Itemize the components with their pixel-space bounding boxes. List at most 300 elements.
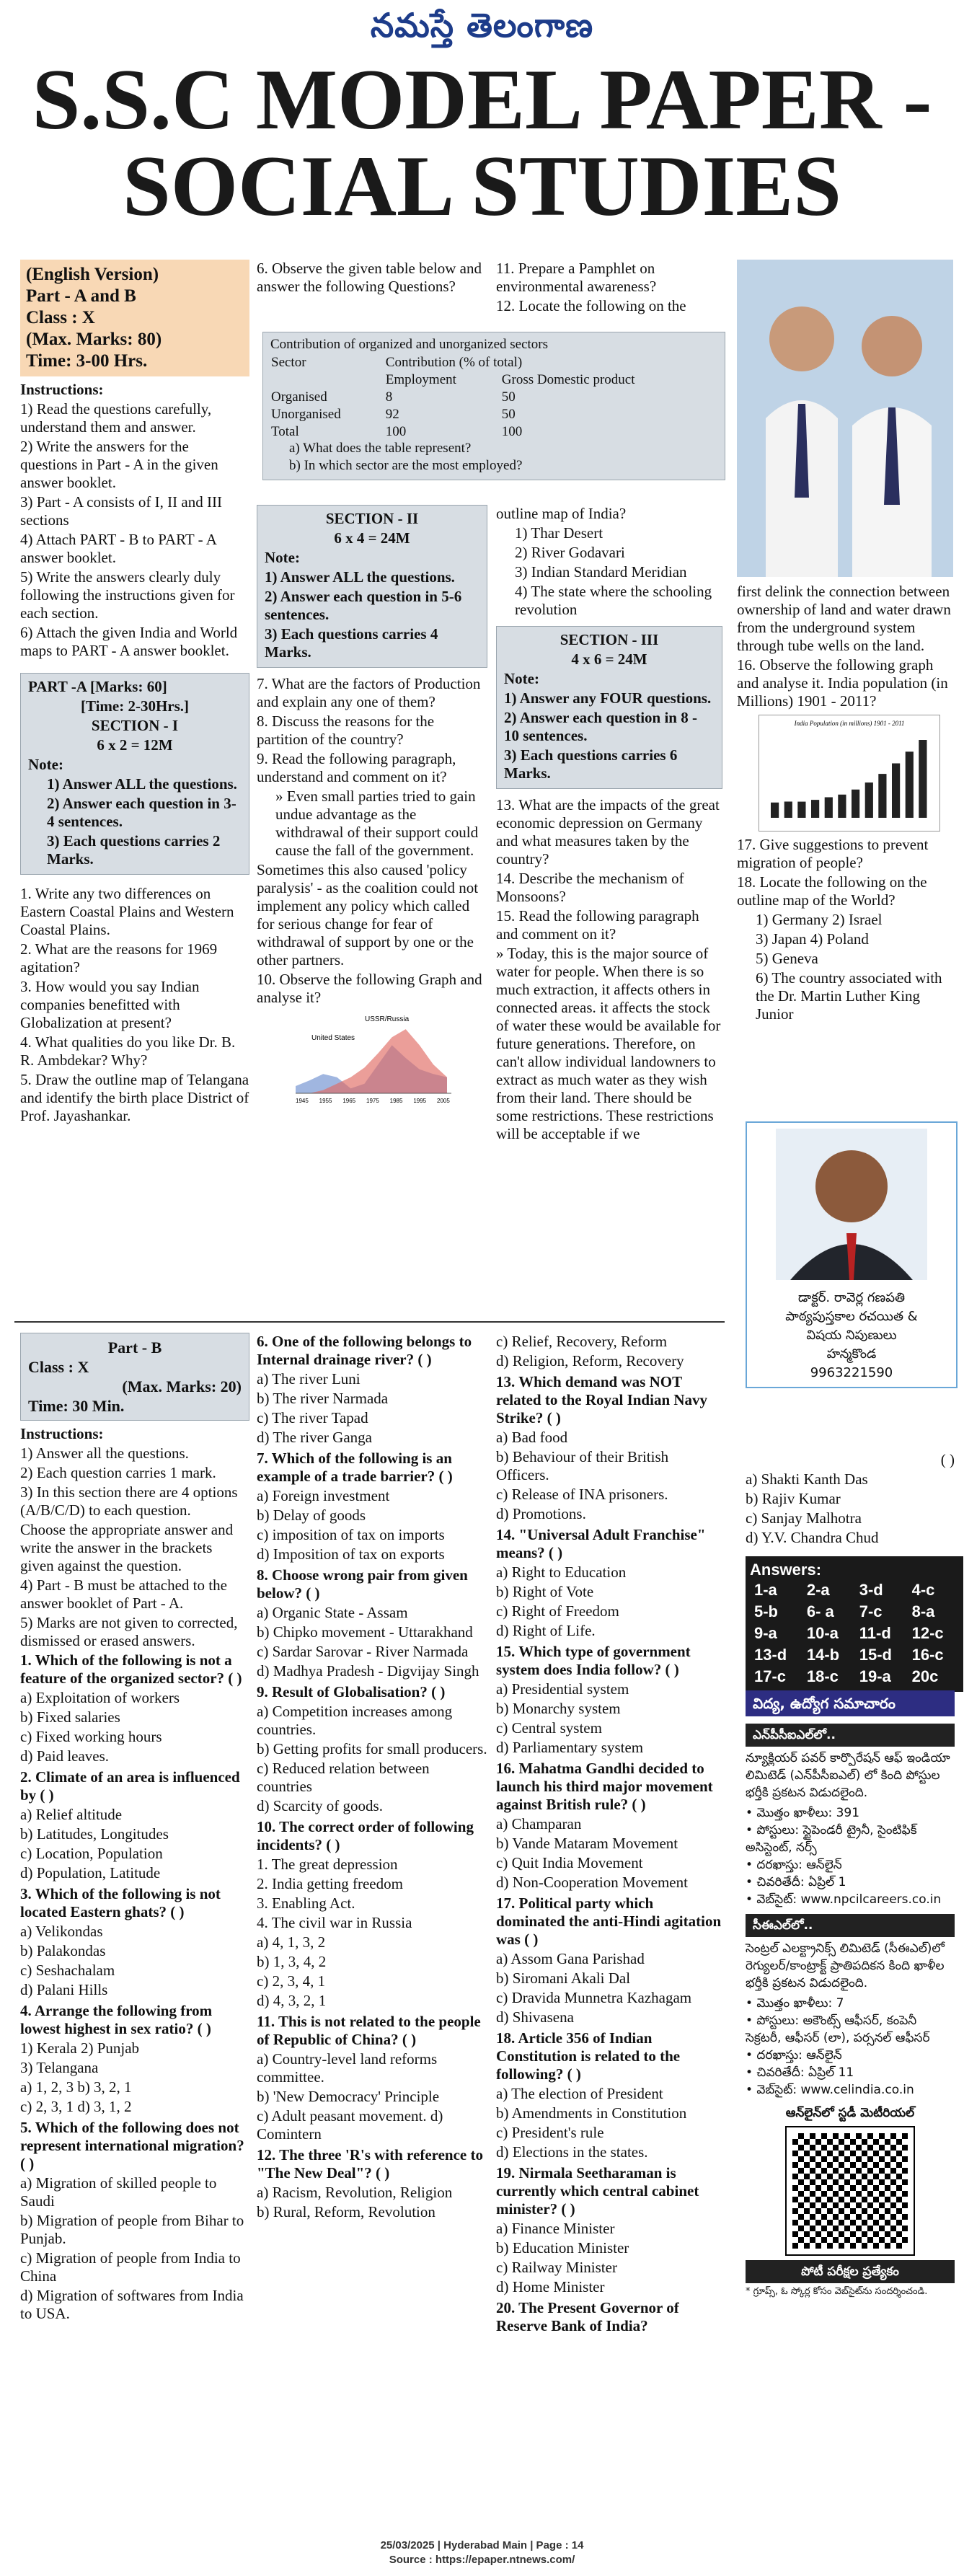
mcq-option: d) The river Ganga [257, 1429, 372, 1446]
mcq-option: c) 2, 3, 4, 1 [257, 1972, 326, 1990]
author-name: డాక్టర్. రావెర్ల గణపతి [797, 1290, 906, 1305]
exam-special-label: పోటీ పరీక్షల ప్రత్యేకం [746, 2260, 955, 2283]
mcq-option: a) Velikondas [20, 1923, 103, 1940]
section-1-questions [20, 885, 249, 1125]
cel-text: సెంట్రల్ ఎలక్ట్రానిక్స్ లిమిటెడ్ (సీఈఎల్)లో రెగ్యులర్/కాంట్రాక్ట్ ప్రాతిపదికన కింది ఖాళీల భర్తీకి ప్రకటన విడుదలైంది. [746, 1941, 945, 1990]
section-2-title: SECTION - II [325, 510, 419, 527]
job-bullet: • వెబ్‌సైట్: www.celindia.co.in [746, 2083, 914, 2097]
table-caption: Contribution of organized and unorganized sectors [270, 337, 549, 352]
students-photo [737, 260, 953, 577]
question: 17. Give suggestions to prevent migration of people? [737, 836, 929, 871]
question: 14. Describe the mechanism of Monsoons? [496, 870, 684, 905]
mcq-question [20, 1768, 249, 1882]
question: 2. What are the reasons for 1969 agitation? [20, 940, 218, 976]
table-question: b) In which sector are the most employed? [289, 458, 523, 473]
note-item: 2) Answer each question in 3-4 sentences. [47, 795, 236, 830]
mcq-question [20, 1885, 249, 1999]
mcq-option: 1. The great depression [257, 1856, 398, 1873]
map-item: 2) River Godavari [515, 544, 625, 561]
mcq-question [496, 2299, 722, 2335]
mcq-option: b) Migration of people from Bihar to Punjab. [20, 2212, 244, 2247]
header-line: Part - A and B [26, 286, 136, 306]
title-line-1: S.S.C MODEL PAPER - [32, 51, 932, 147]
npcil-heading: ఎన్‌పీసీఐఎల్‌లో.. [746, 1724, 955, 1747]
table-cell: 92 [385, 407, 399, 422]
mcq-option: d) Non-Cooperation Movement [496, 1874, 688, 1891]
mcq-option: c) 2, 3, 1 d) 3, 1, 2 [20, 2098, 132, 2115]
instruction: 3) Part - A consists of I, II and III sections [20, 493, 222, 529]
part-b-header-box [20, 1333, 249, 1421]
answer-cell: 6- a [806, 1602, 834, 1620]
note-label: Note: [28, 756, 63, 773]
part-a-section-1-box [20, 673, 249, 875]
section-1-marks: 6 x 2 = 12M [97, 736, 173, 754]
mcq-question [257, 2146, 487, 2221]
question-6: 6. Observe the given table below and answer the following Questions? [257, 260, 482, 295]
author-box [746, 1121, 958, 1388]
mcq-option: b) Siromani Akali Dal [496, 1970, 631, 1987]
mcq-option: a) 1, 2, 3 b) 3, 2, 1 [20, 2078, 132, 2096]
column-2-section-2 [257, 505, 487, 1109]
mcq-question [20, 2002, 249, 2116]
note-item: 1) Answer any FOUR questions. [504, 689, 712, 707]
mcq-option: 1) Kerala 2) Punjab [20, 2039, 140, 2057]
column-2-part-a [257, 260, 487, 297]
x-tick-label: 2005 [437, 1098, 450, 1104]
mcq-option: d) Shivasena [496, 2008, 574, 2026]
answer-cell: 9-a [754, 1624, 777, 1642]
jobs-note: * గ్రూప్స్, ఓ స్కోర్ల కోసం వెబ్‌సైట్‌ను సందర్శించండి. [746, 2286, 928, 2297]
answer-cell: 5-b [754, 1602, 778, 1620]
answers-table [750, 1579, 959, 1688]
section-3-title: SECTION - III [560, 631, 659, 648]
mcq-option: c) Relief, Recovery, Reform [496, 1333, 668, 1350]
answers-row [750, 1601, 959, 1623]
mcq-option: a) Relief altitude [20, 1806, 123, 1823]
mcq-option: c) Adult peasant movement. d) Comintern [257, 2107, 443, 2143]
paragraph: Sometimes this also caused 'policy paralysis' - as the coalition could not implement any policy which called for serious change for fear of withdrawal of support by one or the other partners. [257, 861, 479, 969]
instruction: 1) Read the questions carefully, understand them and answer. [20, 400, 212, 436]
answer-cell: 2-a [806, 1581, 830, 1599]
mcq-option: a) Champaran [496, 1815, 582, 1832]
mcq-option: c) Central system [496, 1719, 602, 1737]
mcq-option: c) Seshachalam [20, 1962, 115, 1979]
author-place: హన్మకొండ [826, 1346, 877, 1362]
mcq-option: b) Amendments in Constitution [496, 2104, 687, 2122]
mcq-question [257, 1683, 487, 1815]
job-bullet: • చివరితేదీ: ఏప్రిల్ 1 [746, 1875, 846, 1889]
header-box [20, 260, 249, 376]
mcq-option: b) Right of Vote [496, 1583, 594, 1600]
part-b-title: Part - B [107, 1338, 162, 1357]
question: 7. What are the factors of Production and explain any one of them? [257, 675, 481, 710]
mcq-option: b) Latitudes, Longitudes [20, 1825, 169, 1843]
answer-bracket: ( ) [940, 1451, 955, 1468]
section-2-marks: 6 x 4 = 24M [334, 529, 410, 547]
mcq-option: b) 'New Democracy' Principle [257, 2088, 440, 2105]
npcil-list [746, 1804, 955, 1908]
population-bar [811, 800, 819, 818]
paragraph: » Even small parties tried to gain undue advantage as the withdrawal of their support could cause the fall of the government. [275, 788, 479, 859]
mcq-list-2 [257, 1333, 487, 2221]
divider [14, 1321, 725, 1323]
table-cell: 8 [385, 389, 393, 405]
map-item: 3) Japan 4) Poland [756, 930, 869, 948]
option: d) Y.V. Chandra Chud [746, 1529, 879, 1546]
mcq-option: b) Getting profits for small producers. [257, 1740, 487, 1757]
section-1-title: SECTION - I [91, 717, 179, 734]
mcq-option: c) Migration of people from India to China [20, 2249, 241, 2285]
mcq-option: c) Release of INA prisoners. [496, 1486, 668, 1503]
note-label: Note: [265, 549, 300, 566]
mcq-option: d) Scarcity of goods. [257, 1797, 383, 1814]
mcq-option: c) President's rule [496, 2124, 604, 2141]
mcq-question-text: 16. Mahatma Gandhi decided to launch his third major movement against British rule? ( ) [496, 1760, 713, 1813]
title-line-2: SOCIAL STUDIES [122, 138, 842, 234]
answer-cell: 3-d [859, 1581, 883, 1599]
question: 1. Write any two differences on Eastern Coastal Plains and Western Coastal Plains. [20, 885, 234, 938]
mcq-option: d) Migration of softwares from India to USA. [20, 2287, 244, 2322]
answer-cell: 15-d [859, 1646, 892, 1664]
mcq-option: b) Palakondas [20, 1942, 106, 1959]
population-bar [797, 802, 805, 818]
mcq-option: d) Parliamentary system [496, 1739, 644, 1756]
question: 12. Locate the following on the [496, 297, 686, 314]
x-tick-label: 1965 [342, 1098, 356, 1104]
author-role: విషయ నిపుణులు [806, 1328, 897, 1343]
note-item: 3) Each questions carries 6 Marks. [504, 746, 678, 782]
note-item: 1) Answer ALL the questions. [265, 568, 455, 586]
question: 13. What are the impacts of the great economic depression on Germany and what measures taken by the country? [496, 796, 720, 868]
mcq-question [257, 1818, 487, 2010]
mcq-option: a) Country-level land reforms committee. [257, 2050, 438, 2086]
note-item: 2) Answer each question in 8 - 10 sentences. [504, 709, 697, 744]
footer-source[interactable]: Source : https://epaper.ntnews.com/ [389, 2554, 575, 2566]
question: 9. Read the following paragraph, understand and comment on it? [257, 750, 456, 785]
job-bullet: • పోస్టులు: అకౌంట్స్ ఆఫీసర్, కంపెనీ సెక్రటరీ, ఆఫీసర్ (లా), పర్సనల్ ఆఫీసర్ [746, 2013, 930, 2045]
mcq-option: 3. Enabling Act. [257, 1894, 355, 1912]
mcq-option: a) The election of President [496, 2085, 663, 2102]
answer-cell: 20c [911, 1667, 939, 1685]
header-line: (Max. Marks: 80) [26, 330, 162, 349]
answers-title: Answers: [750, 1561, 822, 1579]
mcq-option: d) Imposition of tax on exports [257, 1545, 445, 1563]
table-header: Contribution (% of total) [385, 355, 523, 370]
mcq-question-text: 18. Article 356 of Indian Constitution is related to the following? ( ) [496, 2029, 681, 2083]
table-row [270, 406, 717, 423]
table-header: Sector [271, 355, 306, 370]
mcq-option: b) Education Minister [496, 2239, 629, 2257]
mcq-question-text: 7. Which of the following is an example of a trade barrier? ( ) [257, 1450, 453, 1485]
mcq-question [20, 1651, 249, 1765]
jobs-column [746, 1690, 955, 2301]
question: 5. Draw the outline map of Telangana and identify the birth place District of Prof. Jayashankar. [20, 1071, 249, 1124]
answer-cell: 17-c [754, 1667, 787, 1685]
mcq-question-text: 10. The correct order of following incidents? ( ) [257, 1818, 474, 1853]
mcq-option: c) Reduced relation between countries [257, 1760, 430, 1795]
population-graph [759, 715, 939, 831]
option: b) Rajiv Kumar [746, 1490, 841, 1507]
answer-cell: 11-d [859, 1624, 891, 1642]
part-a-time: [Time: 2-30Hrs.] [80, 697, 190, 715]
job-bullet: • వెబ్‌సైట్: www.npcilcareers.co.in [746, 1892, 942, 1907]
mcq-option: c) Right of Freedom [496, 1602, 619, 1620]
mcq-option: c) Sardar Sarovar - River Narmada [257, 1643, 469, 1660]
instructions-title: Instructions: [20, 381, 104, 398]
mcq-option: c) Quit India Movement [496, 1854, 643, 1871]
mcq-option: a) Finance Minister [496, 2220, 615, 2237]
mcq-option: d) Promotions. [496, 1505, 586, 1522]
population-bar [919, 740, 927, 818]
population-bar [878, 774, 886, 818]
mcq-question-text: 3. Which of the following is not located Eastern ghats? ( ) [20, 1885, 221, 1920]
mcq-option: d) 4, 3, 2, 1 [257, 1992, 327, 2009]
map-item: 6) The country associated with the Dr. Martin Luther King Junior [756, 969, 942, 1023]
answer-cell: 14-b [806, 1646, 840, 1664]
question: 10. Observe the following Graph and analyse it? [257, 971, 482, 1006]
answer-cell: 1-a [754, 1581, 777, 1599]
mcq-option: 2. India getting freedom [257, 1875, 403, 1892]
mcq-question [20, 2119, 249, 2323]
table-cell: 50 [501, 407, 516, 422]
mcq-question [496, 1333, 722, 1370]
note-item: 3) Each questions carries 4 Marks. [265, 625, 438, 661]
question: 8. Discuss the reasons for the partition of the country? [257, 713, 435, 748]
mcq-question [496, 1373, 722, 1523]
answers-row [750, 1623, 959, 1644]
job-bullet: • పోస్టులు: స్టైపెండరీ ట్రైనీ, సైంటిఫిక్ అసిస్టెంట్, నర్స్ [746, 1823, 917, 1855]
mcq-question-text: 4. Arrange the following from lowest highest in sex ratio? ( ) [20, 2002, 213, 2037]
header-line: (English Version) [26, 265, 159, 284]
npcil-text: న్యూక్లియర్ పవర్ కార్పొరేషన్ ఆఫ్ ఇండియా లిమిటెడ్ (ఎన్‌పీసీఐఎల్) లో కింది పోస్టుల భర్తీకి ప్రకటన విడుదలైంది. [746, 1751, 950, 1800]
note-item: 1) Answer ALL the questions. [47, 775, 237, 793]
mcq-question [496, 2164, 722, 2296]
column-1-part-a [20, 260, 249, 1126]
job-bullet: • దరఖాస్తు: ఆన్‌లైన్ [746, 1858, 842, 1872]
mcq-question [257, 2013, 487, 2143]
answer-cell: 16-c [911, 1646, 944, 1664]
job-bullet: • చివరితేదీ: ఏప్రిల్ 11 [746, 2065, 854, 2080]
column-4-top [737, 583, 953, 1025]
answer-cell: 19-a [859, 1667, 891, 1685]
table-cell: 100 [501, 424, 523, 439]
table-row [270, 423, 717, 441]
x-tick-label: 1995 [413, 1098, 427, 1104]
header-line: Class : X [26, 308, 95, 327]
part-b-line: Time: 30 Min. [28, 1397, 125, 1415]
option: c) Sanjay Malhotra [746, 1509, 862, 1527]
q20-options [746, 1451, 955, 1548]
mcq-option: 4. The civil war in Russia [257, 1914, 412, 1931]
population-bar [906, 751, 914, 818]
instruction: 2) Each question carries 1 mark. [20, 1464, 216, 1481]
mcq-option: d) Right of Life. [496, 1622, 596, 1639]
population-bar [865, 782, 873, 818]
mcq-option: 3) Telangana [20, 2059, 99, 2076]
mcq-question-text: 8. Choose wrong pair from given below? ( ) [257, 1566, 468, 1602]
mcq-option: c) imposition of tax on imports [257, 1526, 445, 1543]
column-3-mid [496, 505, 722, 1144]
x-tick-label: 1945 [296, 1098, 309, 1104]
series-label: United States [311, 1034, 355, 1042]
answer-cell: 18-c [806, 1667, 839, 1685]
mcq-option: d) Paid leaves. [20, 1747, 110, 1765]
x-tick-label: 1955 [319, 1098, 332, 1104]
author-role: పాఠ్యపుస్తకాల రచయిత & [785, 1309, 918, 1324]
job-bullet: • మొత్తం ఖాళీలు: 7 [746, 1996, 844, 2011]
instruction: 4) Attach PART - B to PART - A answer booklet. [20, 531, 216, 566]
mcq-option: b) The river Narmada [257, 1390, 389, 1407]
population-bar [784, 802, 792, 819]
mcq-option: b) 1, 3, 4, 2 [257, 1953, 327, 1970]
map-item: 1) Germany 2) Israel [756, 911, 883, 928]
answers-row [750, 1644, 959, 1666]
table-header: Gross Domestic product [501, 372, 635, 387]
map-item: 3) Indian Standard Meridian [515, 563, 687, 581]
population-bar [892, 764, 900, 819]
population-bar [852, 790, 859, 818]
masthead-logo: నమస్తే తెలంగాణ [370, 6, 594, 45]
page-title [0, 51, 964, 234]
mcq-option: c) The river Tapad [257, 1409, 368, 1426]
part-b-column-2 [257, 1333, 487, 2224]
mcq-option: b) Rural, Reform, Revolution [257, 2203, 435, 2220]
mcq-question-text: 17. Political party which dominated the anti-Hindi agitation was ( ) [496, 1894, 722, 1948]
question: 4. What qualities do you like Dr. B. R. Ambdekar? Why? [20, 1033, 236, 1069]
footer-date: 25/03/2025 | Hyderabad Main | Page : 14 [380, 2539, 584, 2551]
question: 18. Locate the following on the outline map of the World? [737, 873, 927, 909]
mcq-option: a) The river Luni [257, 1370, 361, 1388]
students-illustration [737, 260, 953, 577]
map-item: 4) The state where the schooling revolution [515, 583, 712, 618]
option: a) Shakti Kanth Das [746, 1470, 868, 1488]
population-graph-box [759, 715, 940, 832]
mcq-option: c) Railway Minister [496, 2259, 617, 2276]
mcq-option: a) Bad food [496, 1429, 568, 1446]
mcq-option: b) Vande Mataram Movement [496, 1835, 678, 1852]
mcq-list-1 [20, 1651, 249, 2323]
mcq-question-text: 11. This is not related to the people of Republic of China? ( ) [257, 2013, 481, 2048]
section-2-box [257, 505, 487, 668]
mcq-option: b) Delay of goods [257, 1507, 366, 1524]
section-3-marks: 4 x 6 = 24M [571, 650, 647, 668]
note-item: 2) Answer each question in 5-6 sentences. [265, 588, 462, 623]
header-line: Time: 3-00 Hrs. [26, 351, 148, 371]
x-tick-label: 1985 [389, 1098, 403, 1104]
answer-cell: 12-c [911, 1624, 944, 1642]
instruction: 1) Answer all the questions. [20, 1444, 189, 1462]
paragraph: first delink the connection between ownership of land and water drawn from the underground system through tube wells on the land. [737, 583, 951, 654]
job-bullet: • దరఖాస్తు: ఆన్‌లైన్ [746, 2048, 842, 2063]
instruction: 2) Write the answers for the questions in Part - A in the given answer booklet. [20, 438, 218, 491]
cel-heading: సీఈఎల్‌లో.. [746, 1914, 955, 1937]
map-item: 1) Thar Desert [515, 524, 603, 542]
mcq-question [257, 1450, 487, 1563]
answer-cell: 13-d [754, 1646, 787, 1664]
mcq-option: a) 4, 1, 3, 2 [257, 1933, 326, 1951]
mcq-question [496, 1643, 722, 1757]
answers-box [746, 1556, 963, 1692]
table-cell: Organised [271, 389, 327, 405]
online-material-label: ఆన్‌లైన్‌లో స్టడీ మెటీరియల్ [785, 2106, 915, 2120]
mcq-option: d) Palani Hills [20, 1981, 108, 1998]
table-question: a) What does the table represent? [289, 441, 472, 456]
table-row [270, 389, 717, 406]
job-bullet: • మొత్తం ఖాళీలు: 391 [746, 1806, 860, 1820]
mcq-list-3 [496, 1333, 722, 2335]
mcq-option: a) Exploitation of workers [20, 1689, 180, 1706]
mcq-question-text: 2. Climate of an area is influenced by ( ) [20, 1768, 240, 1804]
note-item: 3) Each questions carries 2 Marks. [47, 832, 221, 868]
jobs-banner: విద్య, ఉద్యోగ సమాచారం [746, 1690, 955, 1716]
part-b-column-3 [496, 1333, 722, 2338]
series-label: USSR/Russia [365, 1015, 410, 1023]
table-header: Employment [385, 372, 456, 387]
mcq-option: a) Racism, Revolution, Religion [257, 2184, 453, 2201]
chart-title: India Population (in millions) 1901 - 2011 [794, 720, 905, 727]
mcq-option: a) Foreign investment [257, 1487, 390, 1504]
cel-list [746, 1995, 955, 2099]
table [270, 354, 717, 441]
population-bar [825, 798, 833, 819]
answer-cell: 8-a [911, 1602, 935, 1620]
mcq-option: a) Presidential system [496, 1680, 629, 1698]
mcq-question-text: 20. The Present Governor of Reserve Bank of India? [496, 2299, 679, 2334]
instruction: 5) Marks are not given to corrected, dismissed or erased answers. [20, 1614, 238, 1649]
sector-table [262, 332, 725, 480]
part-b-column-1 [20, 1333, 249, 2326]
mcq-question-text: 6. One of the following belongs to Internal drainage river? ( ) [257, 1333, 472, 1368]
instructions-title: Instructions: [20, 1425, 104, 1442]
population-bar [771, 803, 779, 818]
mcq-question [496, 1526, 722, 1640]
mcq-option: a) Migration of skilled people to Saudi [20, 2174, 217, 2210]
table-cell: Total [271, 424, 299, 439]
mcq-question [496, 2029, 722, 2161]
part-b-line: (Max. Marks: 20) [122, 1377, 242, 1395]
paragraph: » Today, this is the major source of water for people. When there is so much extraction, it affects others in connected areas. it affects the stock of water these would be available for future generations. Therefore, on can't allow individual landowners to extract as much water as they wish from their land. There should be some restrictions. These restrictions will be acceptable if we [496, 945, 721, 1142]
column-3-top [496, 260, 722, 317]
instruction: 4) Part - B must be attached to the answer booklet of Part - A. [20, 1576, 227, 1612]
mcq-option: c) Dravida Munnetra Kazhagam [496, 1989, 692, 2006]
us-ussr-graph [278, 1011, 451, 1105]
instruction: 3) In this section there are 4 options (A/B/C/D) to each question. [20, 1483, 238, 1519]
mcq-question-text: 15. Which type of government system does India follow? ( ) [496, 1643, 691, 1678]
part-a-heading: PART -A [Marks: 60] [28, 678, 167, 695]
mcq-option: a) Competition increases among countries. [257, 1703, 453, 1738]
mcq-option: d) Home Minister [496, 2278, 605, 2295]
footer [0, 2538, 964, 2567]
mcq-option: d) Madhya Pradesh - Digvijay Singh [257, 1662, 479, 1680]
qr-code[interactable] [787, 2127, 914, 2254]
mcq-option: c) Fixed working hours [20, 1728, 162, 1745]
mcq-question [257, 1333, 487, 1447]
question: 3. How would you say Indian companies benefitted with Globalization at present? [20, 978, 200, 1031]
question: 16. Observe the following graph and analyse it. India population (in Millions) 1901 - 2011? [737, 656, 948, 710]
mcq-option: b) Monarchy system [496, 1700, 621, 1717]
mcq-question-text: 1. Which of the following is not a feature of the organized sector? ( ) [20, 1651, 242, 1687]
note-label: Note: [504, 670, 539, 687]
question: 15. Read the following paragraph and comment on it? [496, 907, 699, 943]
question: 11. Prepare a Pamphlet on environmental awareness? [496, 260, 657, 295]
mcq-question-text: 14. "Universal Adult Franchise" means? ( ) [496, 1526, 706, 1561]
mcq-option: d) Religion, Reform, Recovery [496, 1352, 684, 1369]
mcq-question-text: 19. Nirmala Seetharaman is currently which central cabinet minister? ( ) [496, 2164, 699, 2218]
mcq-question [496, 1760, 722, 1892]
instruction: Choose the appropriate answer and write the answer in the brackets given against the question. [20, 1521, 234, 1574]
population-bar [838, 795, 846, 818]
section-3-box [496, 626, 722, 789]
